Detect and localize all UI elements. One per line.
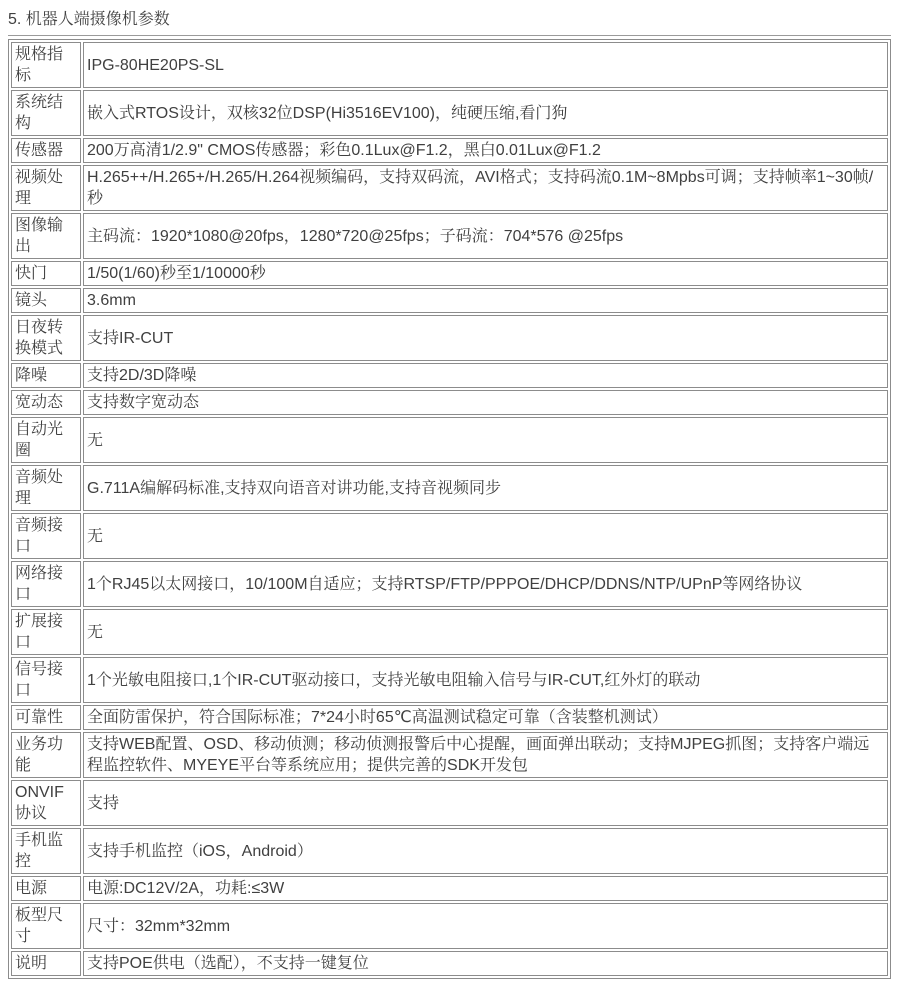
spec-row	[11, 138, 888, 163]
spec-row-value: 主码流：1920*1080@20fps，1280*720@25fps；子码流：704*576 @25fps	[83, 213, 888, 259]
spec-table-body	[11, 42, 888, 976]
spec-row	[11, 705, 888, 730]
spec-row	[11, 165, 888, 211]
spec-row-value: 无	[83, 513, 888, 559]
spec-row-label: 规格指标	[11, 42, 81, 88]
spec-row-label: 自动光圈	[11, 417, 81, 463]
spec-row-label: 扩展接口	[11, 609, 81, 655]
spec-row	[11, 417, 888, 463]
spec-row-value: 支持	[83, 780, 888, 826]
spec-row-value: 嵌入式RTOS设计，双核32位DSP(Hi3516EV100)，纯硬压缩,看门狗	[83, 90, 888, 136]
spec-row-label: 视频处理	[11, 165, 81, 211]
page-title: 5. 机器人端摄像机参数	[8, 8, 891, 36]
spec-row-value: G.711A编解码标准,支持双向语音对讲功能,支持音视频同步	[83, 465, 888, 511]
spec-row-label: 音频接口	[11, 513, 81, 559]
spec-row-value: 支持数字宽动态	[83, 390, 888, 415]
spec-row-label: 日夜转换模式	[11, 315, 81, 361]
spec-row	[11, 213, 888, 259]
spec-row-label: 音频处理	[11, 465, 81, 511]
spec-row-value: 支持IR-CUT	[83, 315, 888, 361]
spec-row	[11, 903, 888, 949]
spec-row-label: 可靠性	[11, 705, 81, 730]
spec-row	[11, 363, 888, 388]
spec-row-label: 电源	[11, 876, 81, 901]
spec-row-label: 业务功能	[11, 732, 81, 778]
spec-row-value: 支持2D/3D降噪	[83, 363, 888, 388]
spec-row-value: 支持WEB配置、OSD、移动侦测；移动侦测报警后中心提醒，画面弹出联动；支持MJPEG抓图；支持客户端远程监控软件、MYEYE平台等系统应用；提供完善的SDK开发包	[83, 732, 888, 778]
spec-row	[11, 315, 888, 361]
spec-table	[8, 39, 891, 979]
spec-row-label: 快门	[11, 261, 81, 286]
spec-row	[11, 951, 888, 976]
spec-row-value: 1个光敏电阻接口,1个IR-CUT驱动接口，支持光敏电阻输入信号与IR-CUT,红外灯的联动	[83, 657, 888, 703]
spec-row	[11, 780, 888, 826]
spec-row-value: H.265++/H.265+/H.265/H.264视频编码，支持双码流，AVI格式；支持码流0.1M~8Mpbs可调；支持帧率1~30帧/秒	[83, 165, 888, 211]
spec-row-value: 支持POE供电（选配），不支持一键复位	[83, 951, 888, 976]
spec-row	[11, 609, 888, 655]
spec-row-label: 图像输出	[11, 213, 81, 259]
spec-row-value: IPG-80HE20PS-SL	[83, 42, 888, 88]
spec-row-label: 信号接口	[11, 657, 81, 703]
spec-row-value: 200万高清1/2.9" CMOS传感器；彩色0.1Lux@F1.2，黑白0.01Lux@F1.2	[83, 138, 888, 163]
spec-row-value: 无	[83, 609, 888, 655]
spec-row	[11, 465, 888, 511]
spec-row-value: 无	[83, 417, 888, 463]
spec-row	[11, 390, 888, 415]
spec-row-value: 全面防雷保护，符合国际标准；7*24小时65℃高温测试稳定可靠（含装整机测试）	[83, 705, 888, 730]
spec-row-label: ONVIF协议	[11, 780, 81, 826]
spec-row	[11, 657, 888, 703]
spec-row-label: 宽动态	[11, 390, 81, 415]
spec-row	[11, 261, 888, 286]
spec-page	[8, 8, 891, 979]
spec-row-value: 电源:DC12V/2A，功耗:≤3W	[83, 876, 888, 901]
spec-row	[11, 513, 888, 559]
spec-row	[11, 732, 888, 778]
spec-row	[11, 561, 888, 607]
spec-row-value: 尺寸：32mm*32mm	[83, 903, 888, 949]
spec-row	[11, 828, 888, 874]
spec-row-label: 系统结构	[11, 90, 81, 136]
spec-row-label: 手机监控	[11, 828, 81, 874]
spec-row-value: 1/50(1/60)秒至1/10000秒	[83, 261, 888, 286]
spec-row	[11, 876, 888, 901]
spec-row	[11, 42, 888, 88]
spec-row-value: 支持手机监控（iOS，Android）	[83, 828, 888, 874]
spec-row	[11, 90, 888, 136]
spec-row-label: 镜头	[11, 288, 81, 313]
spec-row-label: 传感器	[11, 138, 81, 163]
spec-row-value: 3.6mm	[83, 288, 888, 313]
spec-row-label: 降噪	[11, 363, 81, 388]
spec-row-label: 网络接口	[11, 561, 81, 607]
spec-row-label: 板型尺寸	[11, 903, 81, 949]
spec-row-value: 1个RJ45以太网接口，10/100M自适应；支持RTSP/FTP/PPPOE/DHCP/DDNS/NTP/UPnP等网络协议	[83, 561, 888, 607]
spec-row	[11, 288, 888, 313]
spec-row-label: 说明	[11, 951, 81, 976]
